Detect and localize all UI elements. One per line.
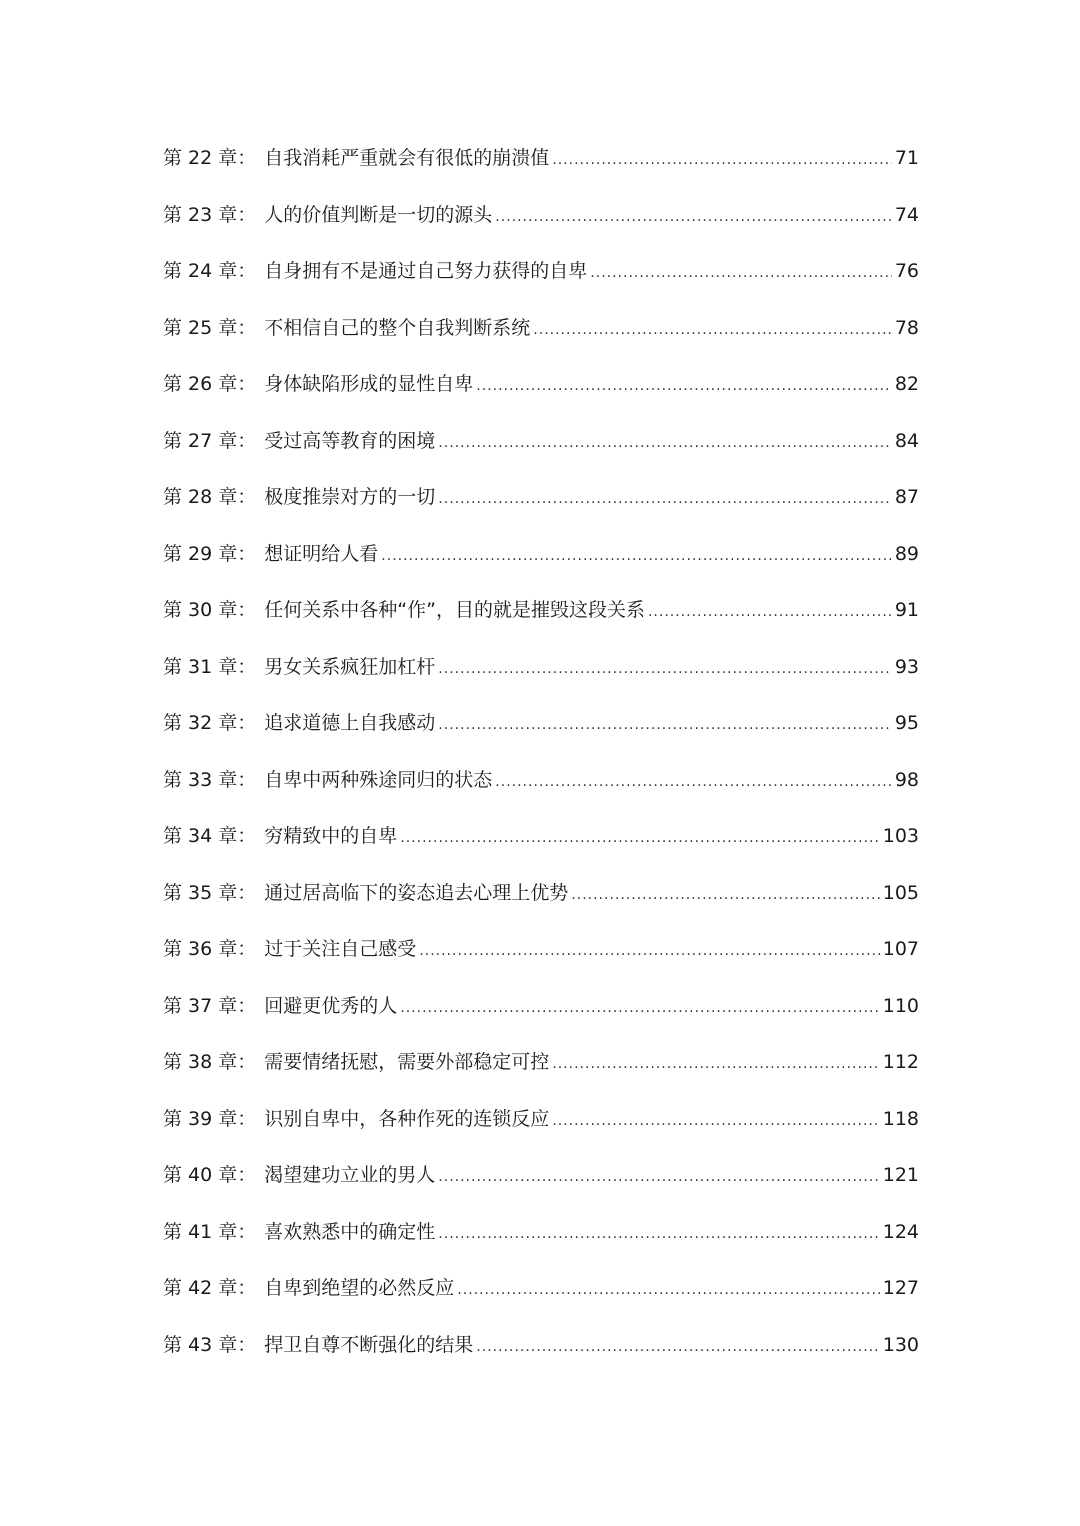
chapter-separator: ：: [237, 1164, 257, 1186]
page-number: 127: [882, 1277, 919, 1299]
toc-entry[interactable]: [163, 639, 919, 696]
dot-leader: [533, 302, 892, 358]
page-number: 95: [894, 712, 919, 734]
chapter-separator: ：: [237, 486, 257, 508]
chapter-number: 第 37 章: [163, 994, 238, 1017]
chapter-title: 过于关注自己感受: [264, 938, 417, 960]
page-number: 76: [894, 260, 919, 282]
dot-leader: [381, 528, 892, 584]
chapter-separator: ：: [237, 1107, 257, 1130]
page-number: 103: [882, 825, 919, 847]
page-number: 91: [894, 599, 919, 621]
toc-entry[interactable]: [163, 1317, 919, 1374]
dot-leader: [438, 641, 892, 697]
page-number: 105: [882, 881, 919, 904]
chapter-separator: ：: [237, 429, 257, 452]
toc-entry[interactable]: [163, 526, 919, 583]
chapter-separator: ：: [237, 316, 257, 339]
dot-leader: [438, 415, 892, 471]
toc-entry[interactable]: [163, 582, 919, 639]
chapter-number: 第 26 章: [163, 373, 238, 395]
chapter-separator: ：: [237, 655, 257, 678]
chapter-number: 第 29 章: [163, 542, 238, 565]
chapter-number: 第 24 章: [163, 260, 238, 282]
dot-leader: [476, 1319, 879, 1375]
chapter-title: 喜欢熟悉中的确定性: [264, 1220, 436, 1243]
page-number: 82: [894, 373, 919, 395]
chapter-title: 人的价值判断是一切的源头: [264, 203, 493, 226]
chapter-number: 第 43 章: [163, 1333, 238, 1356]
toc-entry[interactable]: [163, 921, 919, 978]
dot-leader: [495, 189, 892, 245]
chapter-separator: ：: [237, 825, 257, 847]
chapter-title: 自我消耗严重就会有很低的崩溃值: [264, 147, 550, 169]
chapter-title: 身体缺陷形成的显性自卑: [264, 373, 474, 395]
chapter-separator: ：: [237, 373, 257, 395]
chapter-number: 第 27 章: [163, 429, 238, 452]
dot-leader: [438, 1206, 879, 1262]
page-number: 107: [882, 938, 919, 960]
dot-leader: [590, 245, 892, 301]
chapter-number: 第 38 章: [163, 1051, 238, 1073]
toc-entry[interactable]: [163, 356, 919, 413]
chapter-separator: ：: [237, 712, 257, 734]
dot-leader: [400, 810, 879, 866]
toc-entry[interactable]: [163, 978, 919, 1035]
page-number: 89: [894, 542, 919, 565]
toc-entry[interactable]: [163, 1260, 919, 1317]
toc-entry[interactable]: [163, 808, 919, 865]
toc-entry[interactable]: [163, 469, 919, 526]
toc-entry[interactable]: [163, 1091, 919, 1148]
table-of-contents: [163, 130, 919, 1373]
dot-leader: [552, 1036, 879, 1092]
dot-leader: [438, 471, 892, 527]
chapter-number: 第 41 章: [163, 1220, 238, 1243]
toc-entry[interactable]: [163, 243, 919, 300]
chapter-number: 第 23 章: [163, 203, 238, 226]
chapter-title: 自卑到绝望的必然反应: [264, 1277, 455, 1299]
chapter-title: 穷精致中的自卑: [264, 825, 398, 847]
page-number: 110: [882, 994, 919, 1017]
page-number: 93: [894, 655, 919, 678]
toc-entry[interactable]: [163, 130, 919, 187]
dot-leader: [476, 358, 892, 414]
chapter-separator: ：: [237, 1333, 257, 1356]
page-number: 130: [882, 1333, 919, 1356]
page-number: 87: [894, 486, 919, 508]
chapter-title: 想证明给人看: [264, 542, 379, 565]
chapter-title: 任何关系中各种“作”，目的就是摧毁这段关系: [264, 599, 645, 621]
chapter-number: 第 36 章: [163, 938, 238, 960]
chapter-title: 自卑中两种殊途同归的状态: [264, 768, 493, 791]
chapter-separator: ：: [237, 1277, 257, 1299]
chapter-separator: ：: [237, 1051, 257, 1073]
toc-entry[interactable]: [163, 865, 919, 922]
chapter-number: 第 35 章: [163, 881, 238, 904]
page-number: 74: [894, 203, 919, 226]
chapter-title: 极度推崇对方的一切: [264, 486, 436, 508]
chapter-title: 男女关系疯狂加杠杆: [264, 655, 436, 678]
chapter-title: 通过居高临下的姿态追去心理上优势: [264, 881, 569, 904]
chapter-title: 需要情绪抚慰，需要外部稳定可控: [264, 1051, 550, 1073]
chapter-separator: ：: [237, 147, 257, 169]
chapter-title: 不相信自己的整个自我判断系统: [264, 316, 531, 339]
chapter-separator: ：: [237, 938, 257, 960]
dot-leader: [419, 923, 879, 979]
chapter-title: 追求道德上自我感动: [264, 712, 436, 734]
dot-leader: [571, 867, 879, 923]
page-number: 84: [894, 429, 919, 452]
page-number: 78: [894, 316, 919, 339]
chapter-separator: ：: [237, 768, 257, 791]
toc-entry[interactable]: [163, 695, 919, 752]
page-number: 71: [894, 147, 919, 169]
dot-leader: [438, 697, 892, 753]
page-number: 118: [882, 1107, 919, 1130]
chapter-number: 第 32 章: [163, 712, 238, 734]
page-number: 124: [882, 1220, 919, 1243]
chapter-number: 第 40 章: [163, 1164, 238, 1186]
chapter-number: 第 33 章: [163, 768, 238, 791]
dot-leader: [495, 754, 892, 810]
toc-entry[interactable]: [163, 300, 919, 357]
chapter-number: 第 22 章: [163, 147, 238, 169]
chapter-title: 渴望建功立业的男人: [264, 1164, 436, 1186]
chapter-title: 自身拥有不是通过自己努力获得的自卑: [264, 260, 588, 282]
dot-leader: [552, 1093, 879, 1149]
page-number: 98: [894, 768, 919, 791]
toc-entry[interactable]: [163, 1204, 919, 1261]
page-number: 112: [882, 1051, 919, 1073]
chapter-title: 识别自卑中，各种作死的连锁反应: [264, 1107, 550, 1130]
chapter-title: 捍卫自尊不断强化的结果: [264, 1333, 474, 1356]
chapter-separator: ：: [237, 881, 257, 904]
dot-leader: [552, 132, 892, 188]
dot-leader: [400, 980, 879, 1036]
chapter-separator: ：: [237, 994, 257, 1017]
chapter-number: 第 25 章: [163, 316, 238, 339]
chapter-separator: ：: [237, 260, 257, 282]
toc-entry[interactable]: [163, 187, 919, 244]
toc-entry[interactable]: [163, 1147, 919, 1204]
dot-leader: [648, 584, 892, 640]
chapter-number: 第 34 章: [163, 825, 238, 847]
chapter-separator: ：: [237, 1220, 257, 1243]
chapter-number: 第 28 章: [163, 486, 238, 508]
toc-entry[interactable]: [163, 752, 919, 809]
chapter-number: 第 39 章: [163, 1107, 238, 1130]
chapter-separator: ：: [237, 599, 257, 621]
dot-leader: [438, 1149, 879, 1205]
chapter-separator: ：: [237, 203, 257, 226]
chapter-title: 受过高等教育的困境: [264, 429, 436, 452]
chapter-number: 第 30 章: [163, 599, 238, 621]
chapter-number: 第 31 章: [163, 655, 238, 678]
toc-entry[interactable]: [163, 413, 919, 470]
chapter-title: 回避更优秀的人: [264, 994, 398, 1017]
toc-entry[interactable]: [163, 1034, 919, 1091]
dot-leader: [457, 1262, 879, 1318]
page-number: 121: [882, 1164, 919, 1186]
chapter-separator: ：: [237, 542, 257, 565]
chapter-number: 第 42 章: [163, 1277, 238, 1299]
